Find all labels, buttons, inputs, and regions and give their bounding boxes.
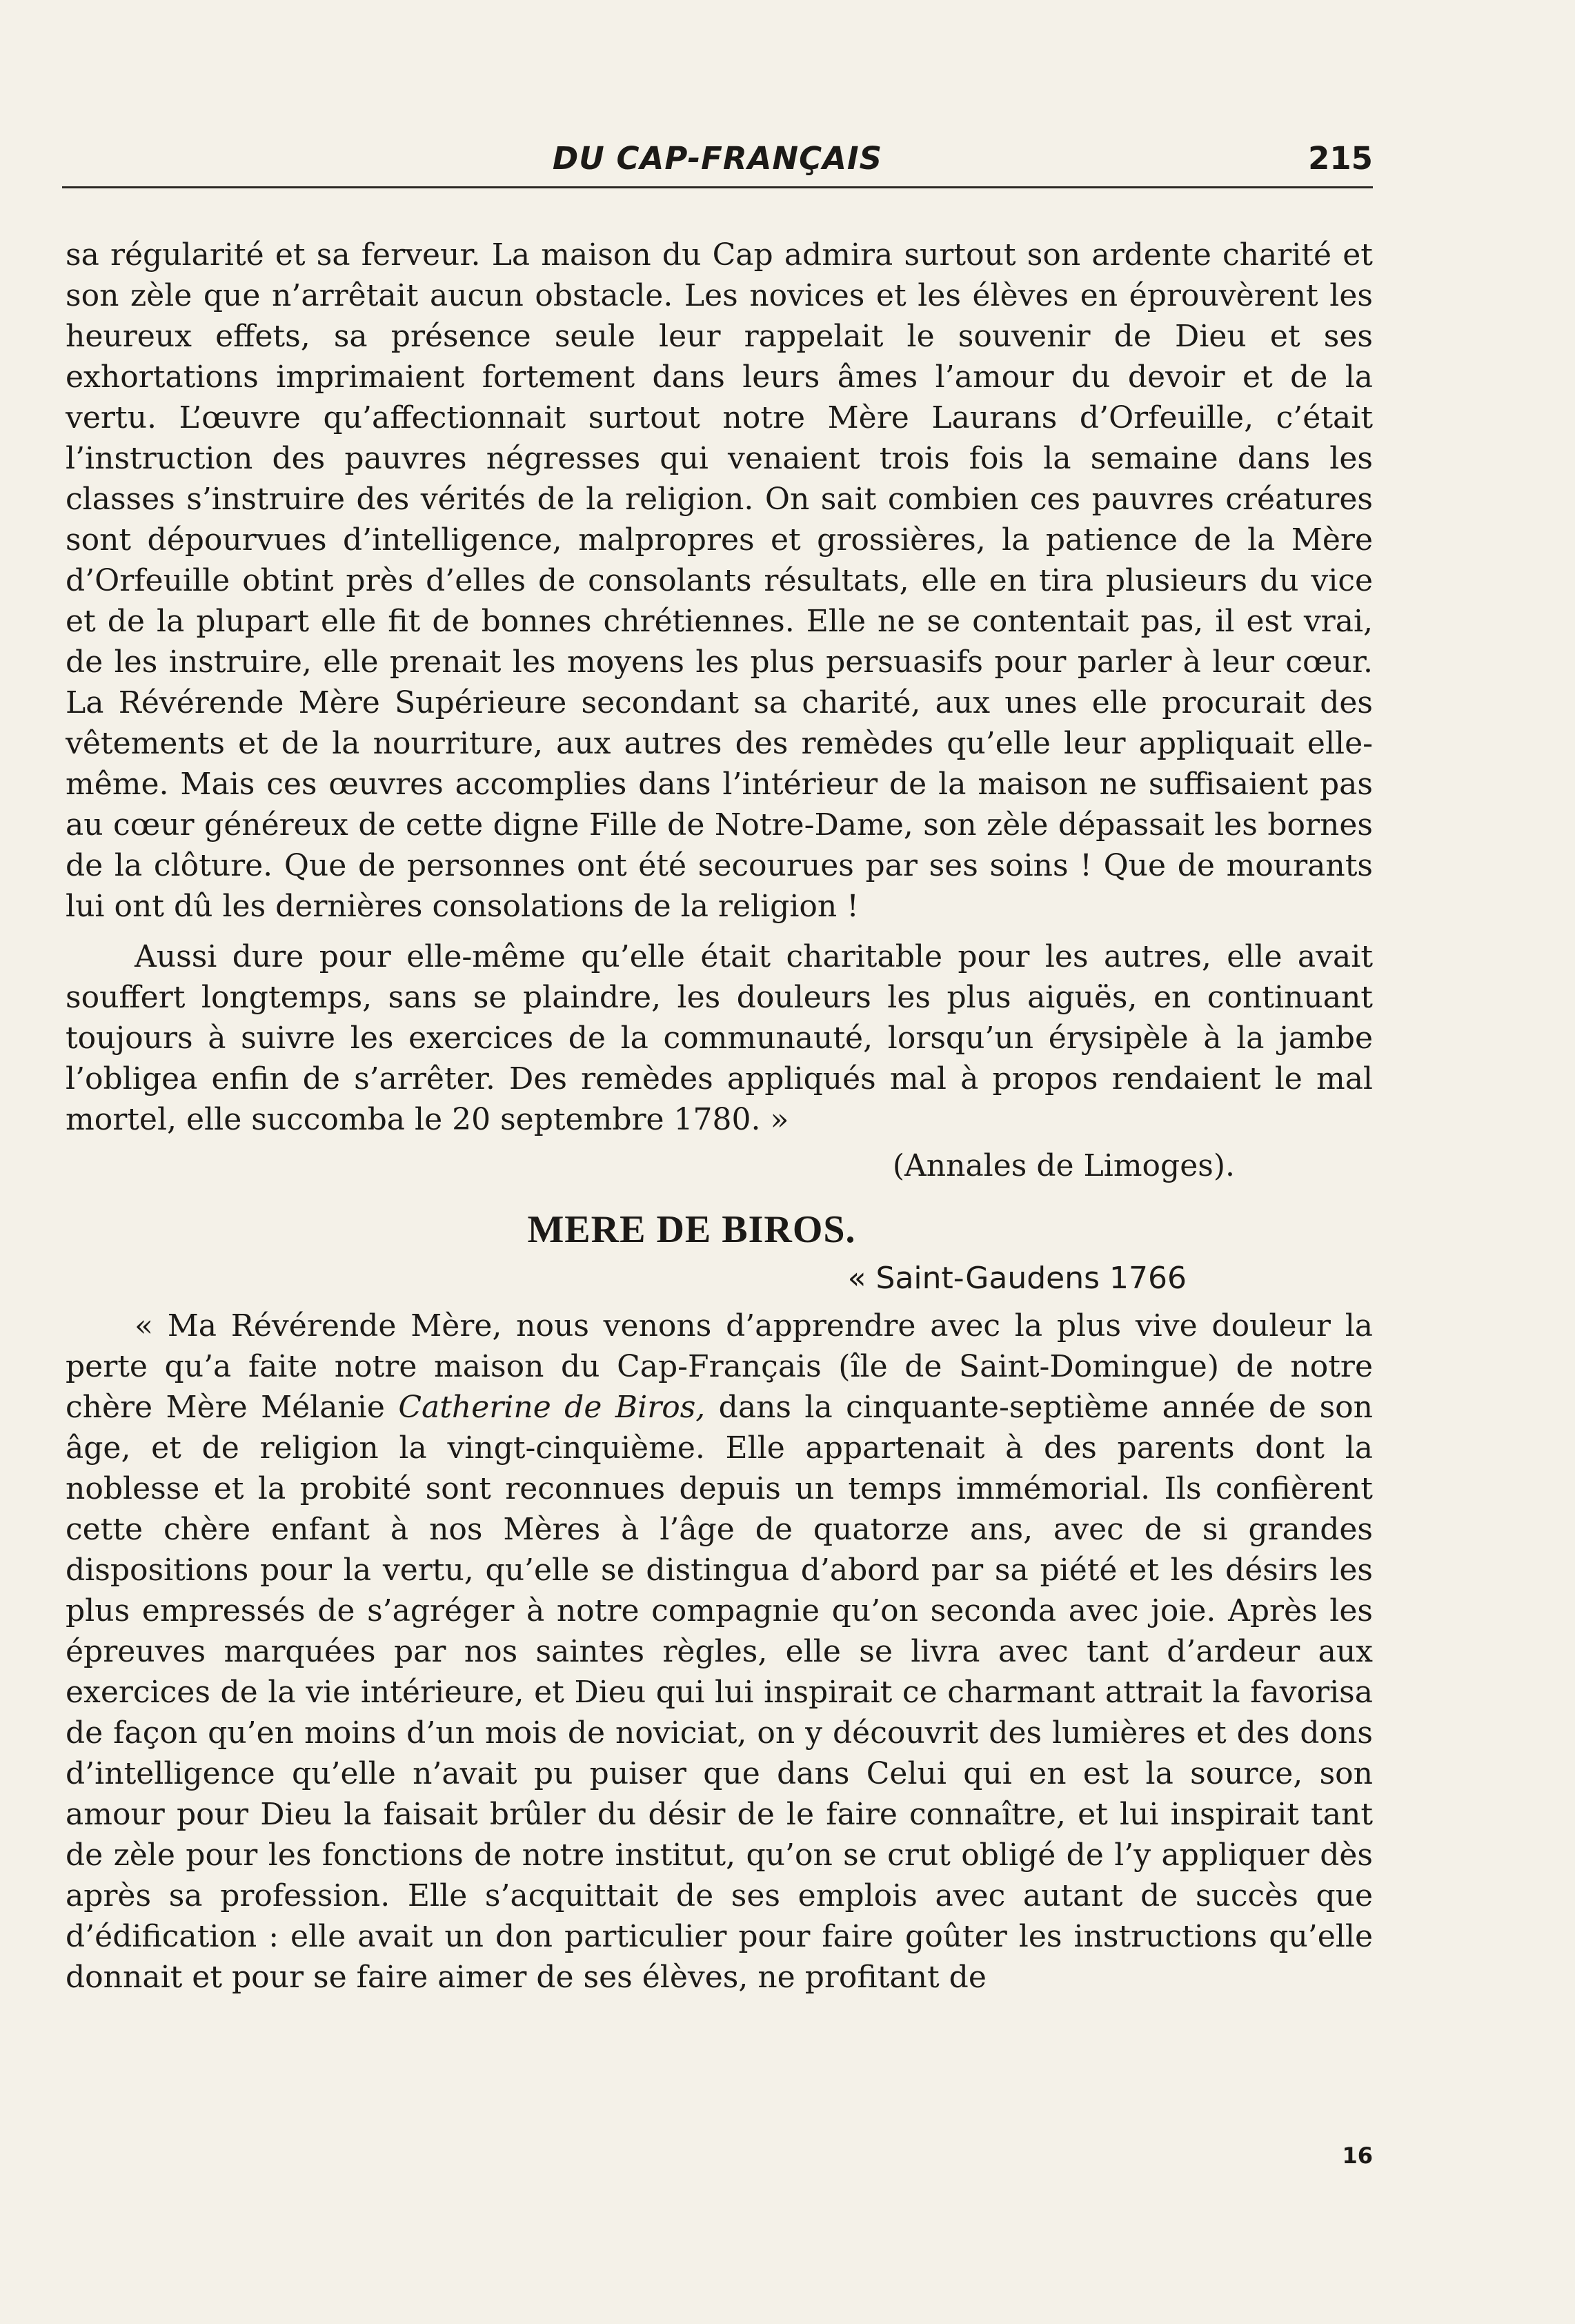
letter-text-2: dans la cinquante-septième année de son âge, et de religion la vingt-cinquième. Elle appartenait à des parents dont la noblesse et la probité sont reconnues depuis un temps immémorial. Ils confièrent cette chère enfant à nos Mères à l’âge de quatorze ans, avec de si grandes dispositions pour la vertu, qu’elle se distingua d’abord par sa piété et les désirs les plus empressés de s’agréger à notre compagnie qu’on seconda avec joie. Après les épreuves marquées par nos saintes règles, elle se livra avec tant d’ardeur aux exercices de la vie intérieure, et Dieu qui lui inspirait ce charmant attrait la favorisa de façon qu’en moins d’un mois de noviciat, on y découvrit des lumières et des dons d’intelligence qu’elle n’avait pu puiser que dans Celui qui en est la source, son amour pour Dieu la faisait brûler du désir de le faire connaître, et lui inspirait tant de zèle pour les fonctions de notre institut, qu’on se crut obligé de l’y appliquer dès après sa profession. Elle s’acquittait de ses emplois avec autant de succès que d’édification : elle avait un don particulier pour faire goûter les instructions qu’elle donnait et pour se faire aimer de ses élèves, ne profitant de	[66, 1390, 1373, 1995]
source-attribution: (Annales de Limoges).	[892, 1148, 1235, 1183]
page-number: 215	[1308, 140, 1373, 177]
letter-name-italic: Catherine de Biros,	[398, 1390, 706, 1425]
main-text	[66, 235, 1373, 1998]
letter-paragraph	[66, 1306, 1373, 1998]
paragraph-aussi-dure: Aussi dure pour elle-même qu’elle était charitable pour les autres, elle avait souffert longtemps, sans se plaindre, les douleurs les plus aiguës, en continuant toujours à suivre les exercices de la communauté, lorsqu’un érysipèle à la jambe l’obligea enfin de s’arrêter. Des remèdes appliqués mal à propos rendaient le mal mortel, elle succomba le 20 septembre 1780. »	[66, 939, 1373, 1137]
running-title: DU CAP-FRANÇAIS	[552, 140, 883, 177]
running-header	[62, 135, 1373, 183]
letter-text-1: « Ma Révérende Mère, nous venons d’apprendre avec la plus vive douleur la perte qu’a faite notre maison du Cap-Français (île de Saint-Domingue) de notre chère Mère Mélanie	[66, 1308, 1373, 1425]
header-rule	[62, 186, 1373, 188]
paragraph-continuation: sa régularité et sa ferveur. La maison du Cap admira surtout son ardente charité et son zèle que n’arrêtait aucun obstacle. Les novices et les élèves en éprouvèrent les heureux effets, sa présence seule leur rappelait le souvenir de Dieu et ses exhortations imprimaient fortement dans leurs âmes l’amour du devoir et de la vertu. L’œuvre qu’affectionnait surtout notre Mère Laurans d’Orfeuille, c’était l’instruction des pauvres négresses qui venaient trois fois la semaine dans les classes s’instruire des vérités de la religion. On sait combien ces pauvres créatures sont dépourvues d’intelligence, malpropres et grossières, la patience de la Mère d’Orfeuille obtint près d’elles de consolants résultats, elle en tira plusieurs du vice et de la plupart elle fit de bonnes chrétiennes. Elle ne se contentait pas, il est vrai, de les instruire, elle prenait les moyens les plus persuasifs pour parler à leur cœur. La Révérende Mère Supérieure secondant sa charité, aux unes elle procurait des vêtements et de la nourriture, aux autres des remèdes qu’elle leur appliquait elle-même. Mais ces œuvres accomplies dans l’intérieur de la maison ne suffisaient pas au cœur généreux de cette digne Fille de Notre-Dame, son zèle dépassait les bornes de la clôture. Que de personnes ont été secourues par ses soins ! Que de mourants lui ont dû les dernières consolations de la religion !	[66, 237, 1373, 924]
section-heading: MERE DE BIROS.	[527, 1208, 856, 1251]
signature-mark: 16	[1342, 2143, 1373, 2169]
letter-dateline: « Saint-Gaudens 1766	[847, 1261, 1187, 1296]
